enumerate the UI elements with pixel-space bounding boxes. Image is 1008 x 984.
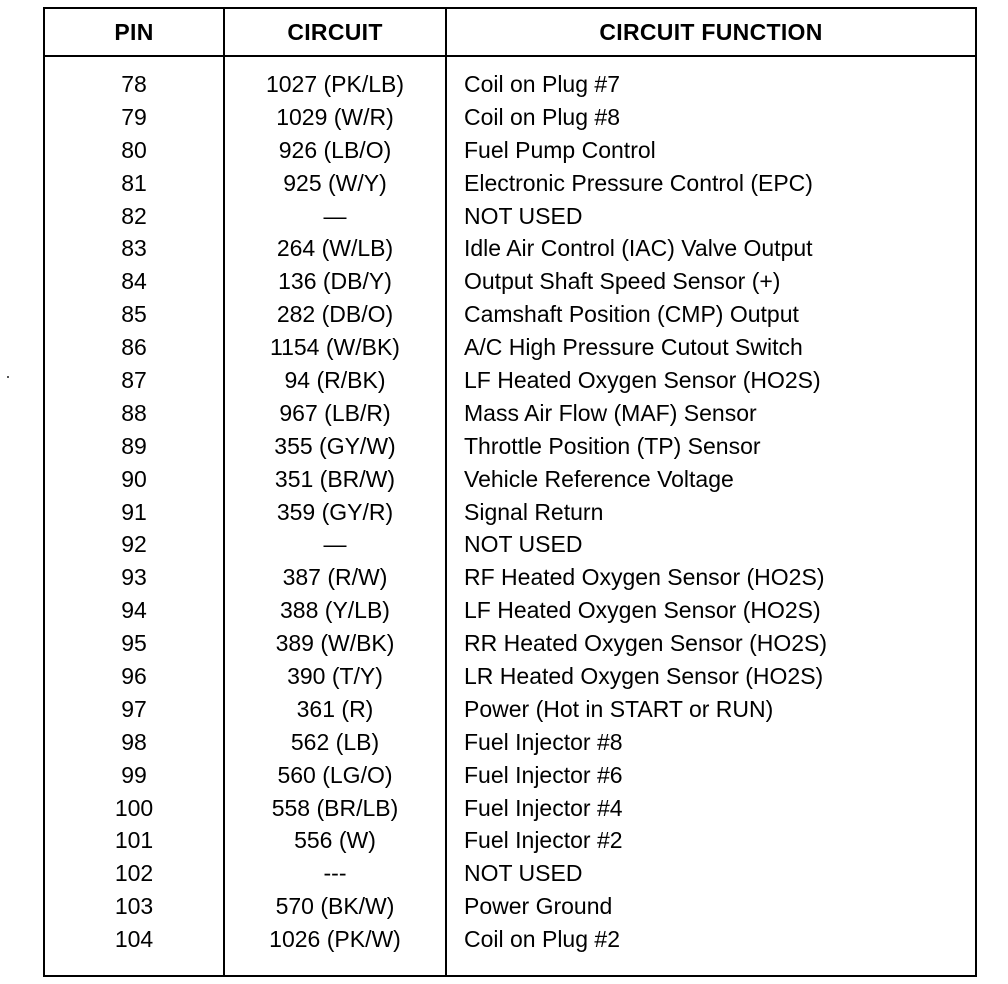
circuit-cell: 388 (Y/LB)	[280, 597, 390, 624]
stray-mark	[7, 376, 9, 378]
pin-cell: 80	[121, 136, 147, 163]
function-cell: Mass Air Flow (MAF) Sensor	[464, 399, 757, 426]
circuit-cell: —	[323, 202, 347, 229]
header-divider	[45, 55, 975, 57]
circuit-cell: 556 (W)	[294, 827, 376, 854]
table-row	[45, 528, 975, 561]
table-row	[45, 923, 975, 956]
table-body	[45, 68, 975, 956]
pin-cell: 82	[121, 202, 147, 229]
table-row	[45, 857, 975, 890]
pin-cell: 88	[121, 399, 147, 426]
table-row	[45, 134, 975, 167]
table-row	[45, 660, 975, 693]
function-cell: LF Heated Oxygen Sensor (HO2S)	[464, 367, 821, 394]
pin-cell: 101	[114, 827, 154, 854]
pin-cell: 92	[121, 531, 147, 558]
pin-cell: 90	[121, 465, 147, 492]
pin-cell: 84	[121, 268, 147, 295]
circuit-cell: 390 (T/Y)	[287, 663, 383, 690]
pin-cell: 98	[121, 728, 147, 755]
circuit-cell: 389 (W/BK)	[275, 630, 395, 657]
pin-cell: 91	[121, 498, 147, 525]
circuit-cell: —	[323, 531, 347, 558]
header-circuit: CIRCUIT	[287, 19, 383, 45]
table-row	[45, 101, 975, 134]
pin-cell: 97	[121, 695, 147, 722]
function-cell: LF Heated Oxygen Sensor (HO2S)	[464, 597, 821, 624]
pin-cell: 78	[121, 71, 147, 97]
function-cell: RF Heated Oxygen Sensor (HO2S)	[464, 564, 825, 591]
function-cell: NOT USED	[464, 531, 583, 558]
circuit-cell: 560 (LG/O)	[277, 761, 393, 788]
table-row	[45, 594, 975, 627]
table-row	[45, 759, 975, 792]
table-row	[45, 561, 975, 594]
table-row	[45, 693, 975, 726]
pin-cell: 99	[121, 761, 147, 788]
table-row	[45, 496, 975, 529]
header-circuit-function: CIRCUIT FUNCTION	[599, 19, 823, 45]
table-row	[45, 463, 975, 496]
table-row	[45, 430, 975, 463]
function-cell: Fuel Injector #8	[464, 728, 623, 755]
circuit-cell: 967 (LB/R)	[279, 399, 391, 426]
pin-cell: 104	[114, 926, 154, 953]
function-cell: Electronic Pressure Control (EPC)	[464, 169, 813, 196]
function-cell: Output Shaft Speed Sensor (+)	[464, 268, 781, 295]
function-cell: Coil on Plug #2	[464, 926, 620, 953]
table-row	[45, 298, 975, 331]
function-cell: Signal Return	[464, 498, 604, 525]
circuit-cell: 264 (W/LB)	[276, 235, 394, 262]
pin-cell: 94	[121, 597, 147, 624]
pin-cell: 103	[114, 893, 154, 920]
circuit-cell: 94 (R/BK)	[284, 367, 386, 394]
function-cell: Idle Air Control (IAC) Valve Output	[464, 235, 813, 262]
pin-cell: 93	[121, 564, 147, 591]
function-cell: NOT USED	[464, 860, 583, 887]
function-cell: A/C High Pressure Cutout Switch	[464, 334, 803, 361]
function-cell: Throttle Position (TP) Sensor	[464, 432, 761, 459]
function-cell: Fuel Injector #6	[464, 761, 623, 788]
pin-cell: 86	[121, 334, 147, 361]
circuit-cell: 355 (GY/W)	[274, 432, 396, 459]
table-row	[45, 68, 975, 101]
circuit-cell: 926 (LB/O)	[278, 136, 392, 163]
table-row	[45, 265, 975, 298]
function-cell: LR Heated Oxygen Sensor (HO2S)	[464, 663, 824, 690]
function-cell: Coil on Plug #8	[464, 103, 620, 130]
table-row	[45, 200, 975, 233]
table-header	[45, 9, 975, 55]
circuit-cell: 361 (R)	[296, 695, 374, 722]
pin-cell: 87	[121, 367, 147, 394]
function-cell: Fuel Injector #4	[464, 794, 623, 821]
function-cell: Power Ground	[464, 893, 613, 920]
circuit-cell: 1154 (W/BK)	[270, 334, 400, 361]
table-row	[45, 726, 975, 759]
circuit-cell: ---	[323, 860, 347, 887]
function-cell: RR Heated Oxygen Sensor (HO2S)	[464, 630, 828, 657]
pin-cell: 100	[114, 794, 154, 821]
pin-cell: 89	[121, 432, 147, 459]
function-cell: NOT USED	[464, 202, 583, 229]
table-row	[45, 364, 975, 397]
circuit-cell: 387 (R/W)	[282, 564, 388, 591]
circuit-cell: 136 (DB/Y)	[278, 268, 392, 295]
pin-cell: 95	[121, 630, 147, 657]
pin-cell: 96	[121, 663, 147, 690]
table-row	[45, 232, 975, 265]
pin-cell: 85	[121, 301, 147, 328]
circuit-cell: 359 (GY/R)	[276, 498, 394, 525]
table-row	[45, 890, 975, 923]
function-cell: Camshaft Position (CMP) Output	[464, 301, 799, 328]
circuit-cell: 570 (BK/W)	[275, 893, 395, 920]
pin-cell: 102	[114, 860, 154, 887]
function-cell: Fuel Pump Control	[464, 136, 656, 163]
table-row	[45, 824, 975, 857]
function-cell: Power (Hot in START or RUN)	[464, 695, 774, 722]
circuit-cell: 558 (BR/LB)	[271, 794, 399, 821]
circuit-cell: 1026 (PK/W)	[269, 926, 401, 953]
circuit-cell: 1029 (W/R)	[276, 103, 394, 130]
table-row	[45, 627, 975, 660]
pin-cell: 79	[121, 103, 147, 130]
function-cell: Vehicle Reference Voltage	[464, 465, 734, 492]
circuit-cell: 562 (LB)	[290, 728, 380, 755]
function-cell: Fuel Injector #2	[464, 827, 623, 854]
header-pin: PIN	[114, 19, 154, 45]
circuit-cell: 1027 (PK/LB)	[265, 71, 405, 97]
function-cell: Coil on Plug #7	[464, 71, 620, 97]
pin-cell: 81	[121, 169, 147, 196]
table-row	[45, 792, 975, 825]
table-row	[45, 167, 975, 200]
circuit-cell: 925 (W/Y)	[283, 169, 387, 196]
table-row	[45, 397, 975, 430]
circuit-cell: 351 (BR/W)	[274, 465, 396, 492]
table-row	[45, 331, 975, 364]
pin-circuit-table	[43, 7, 977, 977]
circuit-cell: 282 (DB/O)	[276, 301, 394, 328]
pin-cell: 83	[121, 235, 147, 262]
